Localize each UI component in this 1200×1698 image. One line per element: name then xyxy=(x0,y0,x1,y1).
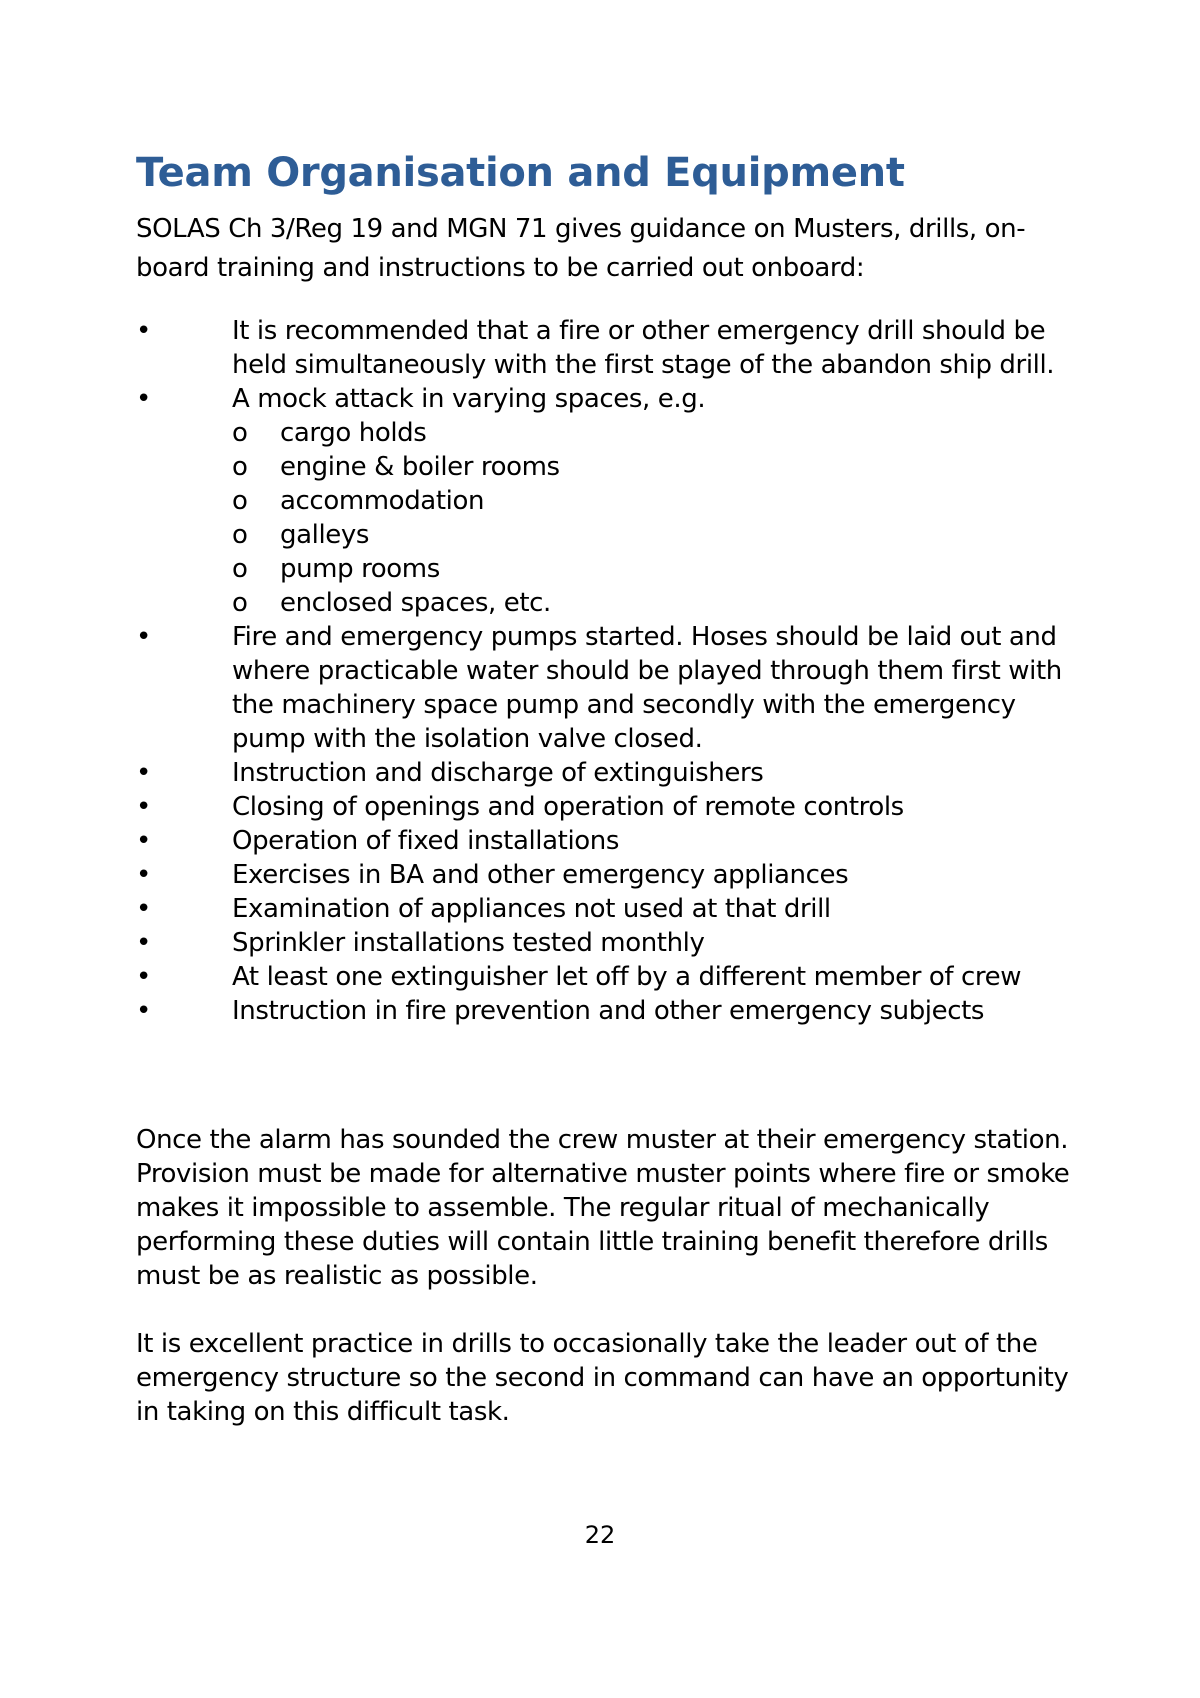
list-item-text: It is recommended that a fire or other emergency drill should be held simultaneously with the first stage of the abandon ship drill. xyxy=(232,316,1055,380)
intro-paragraph: SOLAS Ch 3/Reg 19 and MGN 71 gives guidance on Musters, drills, on-board training and instructions to be carried out onboard: xyxy=(136,214,1026,283)
bullet-icon: • xyxy=(136,894,151,924)
drill-bullet-list xyxy=(136,314,1096,1028)
circle-bullet-icon: o xyxy=(232,588,248,618)
list-item xyxy=(136,314,1096,382)
muster-paragraph: Once the alarm has sounded the crew muster at their emergency station. Provision must be made for alternative muster points where fire or smoke makes it impossible to assemble. The regular ritual of mechanically performing these duties will contain little training benefit therefore drills must be as realistic as possible. xyxy=(136,1125,1070,1291)
leadership-paragraph: It is excellent practice in drills to occasionally take the leader out of the emergency structure so the second in command can have an opportunity in taking on this difficult task. xyxy=(136,1329,1069,1427)
sub-list-item xyxy=(232,416,1096,450)
circle-bullet-icon: o xyxy=(232,486,248,516)
bullet-icon: • xyxy=(136,384,151,414)
bullet-icon: • xyxy=(136,996,151,1026)
bullet-icon: • xyxy=(136,962,151,992)
page-number: 22 xyxy=(584,1521,616,1549)
list-item xyxy=(136,892,1096,926)
circle-bullet-icon: o xyxy=(232,418,248,448)
sub-list-item-text: pump rooms xyxy=(280,554,440,584)
bullet-icon: • xyxy=(136,826,151,856)
list-item xyxy=(136,756,1096,790)
list-item xyxy=(136,382,1096,620)
sub-list-item-text: cargo holds xyxy=(280,418,427,448)
list-item xyxy=(136,858,1096,892)
list-item-text: Instruction and discharge of extinguishers xyxy=(232,758,764,788)
bullet-icon: • xyxy=(136,316,151,346)
page-title: Team Organisation and Equipment xyxy=(136,150,905,196)
list-item xyxy=(136,824,1096,858)
list-item-text: Closing of openings and operation of remote controls xyxy=(232,792,904,822)
sub-list-item xyxy=(232,586,1096,620)
sub-list-item xyxy=(232,484,1096,518)
list-item-text: Sprinkler installations tested monthly xyxy=(232,928,705,958)
bullet-icon: • xyxy=(136,758,151,788)
list-item-text: Fire and emergency pumps started. Hoses should be laid out and where practicable water should be played through them first with the machinery space pump and secondly with the emergency pump with the isolation valve closed. xyxy=(232,622,1062,754)
spaces-sublist xyxy=(232,416,1096,620)
bullet-icon: • xyxy=(136,622,151,652)
bullet-icon: • xyxy=(136,860,151,890)
list-item xyxy=(136,790,1096,824)
bullet-icon: • xyxy=(136,792,151,822)
sub-list-item xyxy=(232,552,1096,586)
list-item-text: Instruction in fire prevention and other emergency subjects xyxy=(232,996,985,1026)
list-item xyxy=(136,994,1096,1028)
sub-list-item-text: enclosed spaces, etc. xyxy=(280,588,551,618)
circle-bullet-icon: o xyxy=(232,452,248,482)
list-item xyxy=(136,620,1096,756)
list-item-text: A mock attack in varying spaces, e.g. xyxy=(232,384,706,414)
list-item-text: Exercises in BA and other emergency appliances xyxy=(232,860,849,890)
list-item xyxy=(136,926,1096,960)
list-item-text: Operation of fixed installations xyxy=(232,826,620,856)
sub-list-item-text: engine & boiler rooms xyxy=(280,452,560,482)
circle-bullet-icon: o xyxy=(232,520,248,550)
sub-list-item-text: accommodation xyxy=(280,486,485,516)
sub-list-item-text: galleys xyxy=(280,520,370,550)
list-item xyxy=(136,960,1096,994)
list-item-text: At least one extinguisher let off by a different member of crew xyxy=(232,962,1022,992)
sub-list-item xyxy=(232,450,1096,484)
list-item-text: Examination of appliances not used at that drill xyxy=(232,894,831,924)
circle-bullet-icon: o xyxy=(232,554,248,584)
sub-list-item xyxy=(232,518,1096,552)
bullet-icon: • xyxy=(136,928,151,958)
